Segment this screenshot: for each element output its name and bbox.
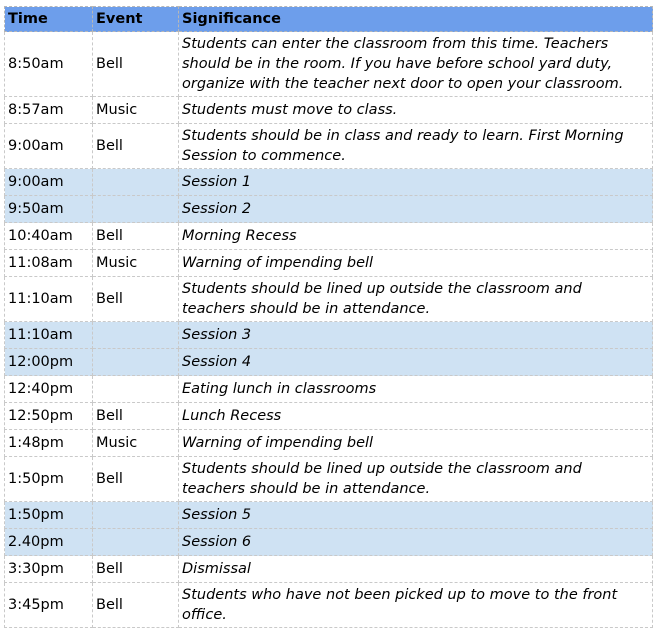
event-cell: Bell <box>93 457 179 502</box>
significance-cell: Morning Recess <box>179 223 653 250</box>
event-cell: Music <box>93 250 179 277</box>
time-cell: 2.40pm <box>5 529 93 556</box>
schedule-table <box>4 6 653 628</box>
event-cell: Music <box>93 430 179 457</box>
time-cell: 12:50pm <box>5 403 93 430</box>
event-cell: Bell <box>93 403 179 430</box>
significance-cell: Students should be lined up outside the classroom and teachers should be in attendance. <box>179 457 653 502</box>
session-row <box>5 322 653 349</box>
significance-cell: Session 6 <box>179 529 653 556</box>
event-cell: Music <box>93 97 179 124</box>
time-cell: 1:48pm <box>5 430 93 457</box>
event-cell <box>93 322 179 349</box>
bell-schedule <box>4 6 653 628</box>
event-cell: Bell <box>93 32 179 97</box>
time-cell: 8:57am <box>5 97 93 124</box>
time-cell: 12:00pm <box>5 349 93 376</box>
significance-cell: Lunch Recess <box>179 403 653 430</box>
time-cell: 1:50pm <box>5 457 93 502</box>
event-cell <box>93 349 179 376</box>
table-row <box>5 403 653 430</box>
event-cell: Bell <box>93 223 179 250</box>
time-cell: 9:00am <box>5 169 93 196</box>
table-row <box>5 124 653 169</box>
event-cell: Bell <box>93 277 179 322</box>
time-cell: 9:50am <box>5 196 93 223</box>
table-row <box>5 250 653 277</box>
event-cell <box>93 529 179 556</box>
table-row <box>5 277 653 322</box>
significance-cell: Students should be in class and ready to learn. First Morning Session to commence. <box>179 124 653 169</box>
significance-cell: Students should be lined up outside the classroom and teachers should be in attendance. <box>179 277 653 322</box>
significance-cell: Warning of impending bell <box>179 430 653 457</box>
significance-column-header: Significance <box>179 7 653 32</box>
schedule-body <box>5 32 653 628</box>
table-row <box>5 457 653 502</box>
time-cell: 9:00am <box>5 124 93 169</box>
header-row <box>5 7 653 32</box>
time-cell: 10:40am <box>5 223 93 250</box>
significance-cell: Students can enter the classroom from this time. Teachers should be in the room. If you have before school yard duty, organize with the teacher next door to open your classroom. <box>179 32 653 97</box>
table-row <box>5 556 653 583</box>
significance-cell: Dismissal <box>179 556 653 583</box>
time-cell: 3:45pm <box>5 583 93 628</box>
session-row <box>5 502 653 529</box>
time-cell: 11:10am <box>5 277 93 322</box>
time-cell: 11:08am <box>5 250 93 277</box>
significance-cell: Session 1 <box>179 169 653 196</box>
event-cell <box>93 169 179 196</box>
significance-cell: Session 5 <box>179 502 653 529</box>
table-row <box>5 583 653 628</box>
significance-cell: Students who have not been picked up to move to the front office. <box>179 583 653 628</box>
event-cell: Bell <box>93 583 179 628</box>
table-row <box>5 97 653 124</box>
time-cell: 12:40pm <box>5 376 93 403</box>
table-row <box>5 32 653 97</box>
significance-cell: Eating lunch in classrooms <box>179 376 653 403</box>
table-row <box>5 430 653 457</box>
significance-cell: Session 4 <box>179 349 653 376</box>
time-cell: 8:50am <box>5 32 93 97</box>
significance-cell: Students must move to class. <box>179 97 653 124</box>
table-row <box>5 376 653 403</box>
time-cell: 11:10am <box>5 322 93 349</box>
significance-cell: Session 2 <box>179 196 653 223</box>
time-column-header: Time <box>5 7 93 32</box>
event-cell: Bell <box>93 556 179 583</box>
session-row <box>5 169 653 196</box>
event-cell <box>93 376 179 403</box>
time-cell: 3:30pm <box>5 556 93 583</box>
event-column-header: Event <box>93 7 179 32</box>
significance-cell: Warning of impending bell <box>179 250 653 277</box>
event-cell: Bell <box>93 124 179 169</box>
time-cell: 1:50pm <box>5 502 93 529</box>
event-cell <box>93 196 179 223</box>
significance-cell: Session 3 <box>179 322 653 349</box>
table-row <box>5 223 653 250</box>
session-row <box>5 196 653 223</box>
event-cell <box>93 502 179 529</box>
session-row <box>5 529 653 556</box>
session-row <box>5 349 653 376</box>
